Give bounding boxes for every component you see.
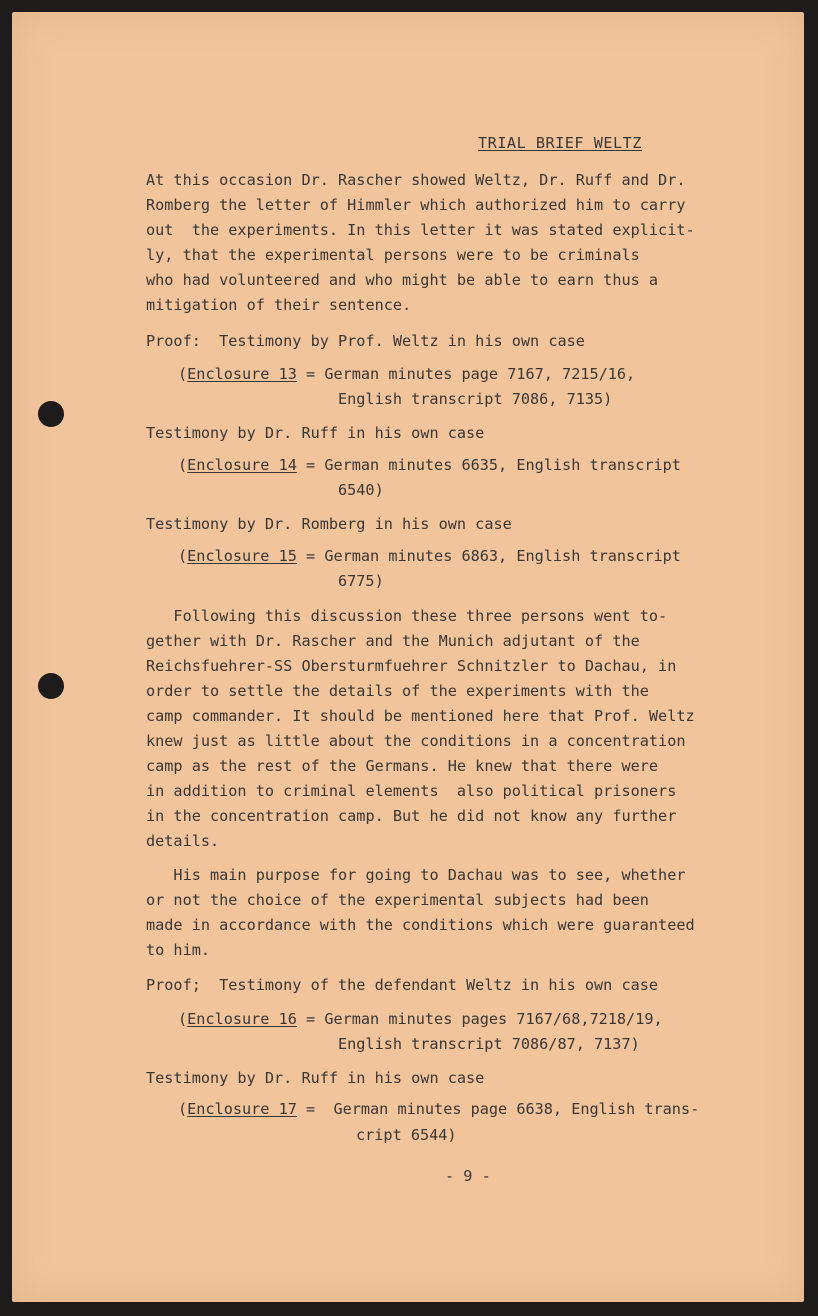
paragraph-1-line: mitigation of their sentence. (146, 296, 412, 314)
paragraph-1-line: At this occasion Dr. Rascher showed Weltz, Dr. Ruff and Dr. (146, 171, 686, 189)
paragraph-2-line: in addition to criminal elements also political prisoners (146, 782, 677, 800)
paragraph-1-line: ly, that the experimental persons were to be criminals (146, 246, 640, 264)
open-paren: ( (178, 456, 188, 474)
paragraph-2-line: in the concentration camp. But he did not know any further (146, 807, 677, 825)
proof-line: Proof; Testimony of the defendant Weltz in his own case (146, 976, 659, 994)
paragraph-1-line: Romberg the letter of Himmler which authorized him to carry (146, 196, 686, 214)
enclosure-16-continuation: English transcript 7086/87, 7137) (338, 1035, 640, 1053)
enclosure-17-label: Enclosure 17 (187, 1100, 297, 1118)
enclosure-16-label: Enclosure 16 (187, 1010, 297, 1028)
page-number: - 9 - (445, 1167, 491, 1185)
paragraph-3-line: or not the choice of the experimental subjects had been (146, 891, 649, 909)
enclosure-17-citation (178, 1099, 699, 1119)
paragraph-2-line: camp commander. It should be mentioned here that Prof. Weltz (146, 707, 695, 725)
paragraph-2-line: Following this discussion these three persons went to- (146, 607, 668, 625)
enclosure-14-continuation: 6540) (338, 481, 384, 499)
paragraph-1-line: who had volunteered and who might be able to earn thus a (146, 271, 659, 289)
open-paren: ( (178, 1100, 188, 1118)
enclosure-13-label: Enclosure 13 (187, 365, 297, 383)
testimony-line: Testimony by Dr. Romberg in his own case (146, 515, 512, 533)
enclosure-17-continuation: cript 6544) (356, 1126, 457, 1144)
enclosure-17-text: = German minutes page 6638, English trans- (296, 1100, 700, 1118)
paragraph-2-line: gether with Dr. Rascher and the Munich adjutant of the (146, 632, 640, 650)
paragraph-3-line: His main purpose for going to Dachau was to see, whether (146, 866, 686, 884)
enclosure-15-label: Enclosure 15 (187, 547, 297, 565)
paragraph-2-line: Reichsfuehrer-SS Obersturmfuehrer Schnitzler to Dachau, in (146, 657, 677, 675)
testimony-line: Testimony by Dr. Ruff in his own case (146, 1069, 485, 1087)
enclosure-14-label: Enclosure 14 (187, 456, 297, 474)
enclosure-15-continuation: 6775) (338, 572, 384, 590)
enclosure-14-text: = German minutes 6635, English transcript (296, 456, 681, 474)
proof-line: Proof: Testimony by Prof. Weltz in his own case (146, 332, 585, 350)
open-paren: ( (178, 1010, 188, 1028)
open-paren: ( (178, 547, 188, 565)
paragraph-3-line: made in accordance with the conditions which were guaranteed (146, 916, 695, 934)
paragraph-2-line: order to settle the details of the experiments with the (146, 682, 649, 700)
enclosure-15-text: = German minutes 6863, English transcript (296, 547, 681, 565)
paragraph-3-line: to him. (146, 941, 211, 959)
enclosure-14-citation (178, 455, 681, 475)
paragraph-2-line: details. (146, 832, 220, 850)
testimony-line: Testimony by Dr. Ruff in his own case (146, 424, 485, 442)
enclosure-13-text: = German minutes page 7167, 7215/16, (296, 365, 636, 383)
paragraph-2-line: camp as the rest of the Germans. He knew that there were (146, 757, 659, 775)
enclosure-16-text: = German minutes pages 7167/68,7218/19, (296, 1010, 663, 1028)
enclosure-15-citation (178, 546, 681, 566)
paragraph-2-line: knew just as little about the conditions in a concentration (146, 732, 686, 750)
enclosure-16-citation (178, 1009, 663, 1029)
enclosure-13-citation (178, 364, 635, 384)
enclosure-13-continuation: English transcript 7086, 7135) (338, 390, 613, 408)
document-title: TRIAL BRIEF WELTZ (478, 134, 642, 152)
open-paren: ( (178, 365, 188, 383)
paragraph-1-line: out the experiments. In this letter it was stated explicit- (146, 221, 695, 239)
